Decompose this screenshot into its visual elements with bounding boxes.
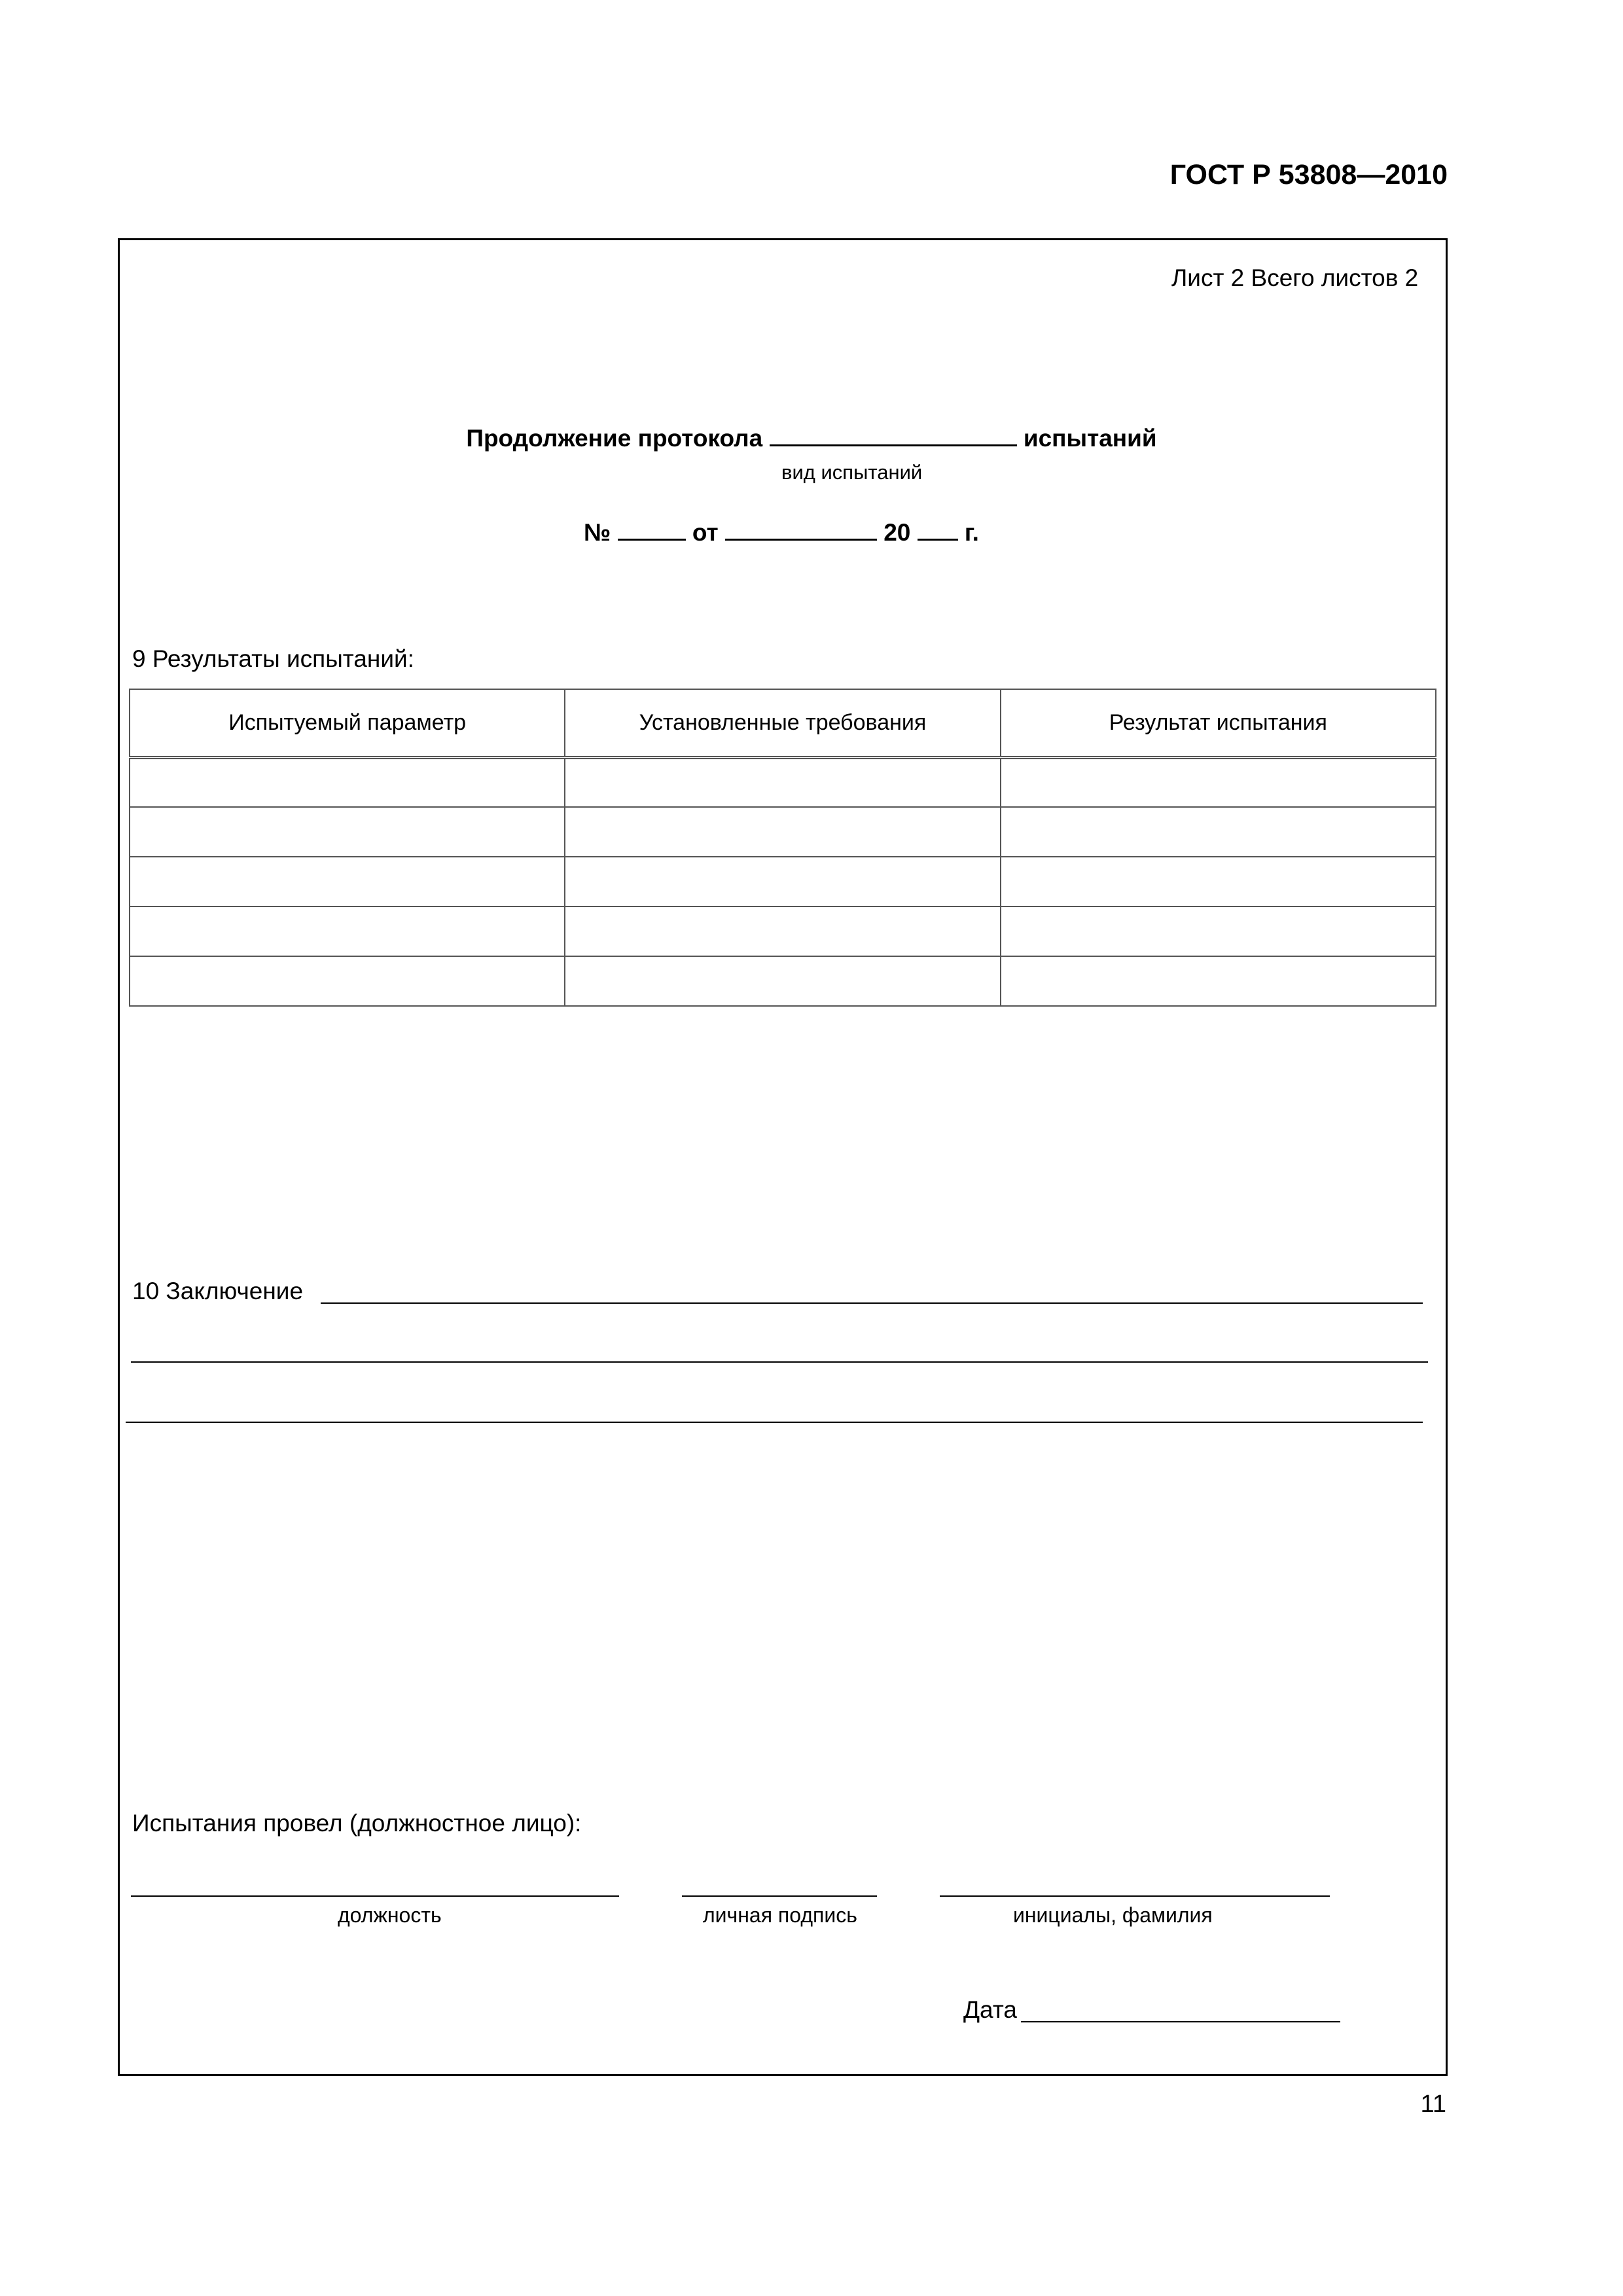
table-cell[interactable] bbox=[565, 857, 1000, 906]
date-label: Дата bbox=[963, 1996, 1017, 2023]
sheet-info: Лист 2 Всего листов 2 bbox=[1171, 264, 1419, 291]
table-cell[interactable] bbox=[1001, 857, 1436, 906]
document-code: ГОСТ Р 53808—2010 bbox=[1169, 159, 1448, 190]
table-header-row bbox=[130, 689, 1436, 757]
signature-line[interactable] bbox=[682, 1895, 877, 1897]
table-cell[interactable] bbox=[130, 906, 565, 956]
results-table bbox=[129, 689, 1436, 1007]
conclusion-label: 10 Заключение bbox=[132, 1278, 304, 1304]
form-title bbox=[0, 424, 1623, 450]
conclusion-line-2[interactable] bbox=[131, 1361, 1428, 1363]
number-sign: № bbox=[584, 519, 611, 546]
results-heading: 9 Результаты испытаний: bbox=[132, 645, 414, 672]
protocol-date-blank[interactable] bbox=[725, 520, 877, 541]
table-row bbox=[130, 857, 1436, 906]
from-word: от bbox=[692, 519, 719, 546]
year-prefix: 20 bbox=[883, 519, 911, 546]
table-cell[interactable] bbox=[130, 857, 565, 906]
column-header: Результат испытания bbox=[1001, 689, 1436, 757]
column-header: Испытуемый параметр bbox=[130, 689, 565, 757]
name-caption: инициалы, фамилия bbox=[1013, 1903, 1213, 1927]
table-cell[interactable] bbox=[1001, 807, 1436, 857]
table-cell[interactable] bbox=[130, 956, 565, 1006]
protocol-number-blank[interactable] bbox=[618, 520, 686, 541]
position-caption: должность bbox=[338, 1903, 442, 1927]
title-suffix: испытаний bbox=[1023, 425, 1157, 452]
table-row bbox=[130, 956, 1436, 1006]
conclusion-line-1[interactable] bbox=[321, 1302, 1423, 1304]
table-cell[interactable] bbox=[565, 757, 1000, 807]
column-header: Установленные требования bbox=[565, 689, 1000, 757]
table-cell[interactable] bbox=[565, 906, 1000, 956]
table-row bbox=[130, 807, 1436, 857]
page-number: 11 bbox=[1420, 2090, 1446, 2118]
protocol-number-line bbox=[584, 520, 979, 545]
table-cell[interactable] bbox=[1001, 757, 1436, 807]
table-cell[interactable] bbox=[565, 807, 1000, 857]
table-row bbox=[130, 757, 1436, 807]
protocol-year-blank[interactable] bbox=[918, 520, 958, 541]
name-line[interactable] bbox=[940, 1895, 1330, 1897]
date-line[interactable] bbox=[1021, 2021, 1340, 2022]
test-type-caption: вид испытаний bbox=[781, 461, 923, 484]
form-frame bbox=[118, 238, 1448, 2076]
table-cell[interactable] bbox=[1001, 956, 1436, 1006]
table-cell[interactable] bbox=[130, 757, 565, 807]
test-type-blank[interactable] bbox=[770, 424, 1017, 446]
table-cell[interactable] bbox=[1001, 906, 1436, 956]
table-cell[interactable] bbox=[565, 956, 1000, 1006]
signature-caption: личная подпись bbox=[703, 1903, 857, 1927]
conclusion-line-3[interactable] bbox=[126, 1422, 1423, 1423]
title-prefix: Продолжение протокола bbox=[466, 425, 763, 452]
year-suffix: г. bbox=[964, 519, 979, 546]
tested-by-label: Испытания провел (должностное лицо): bbox=[132, 1810, 582, 1837]
table-row bbox=[130, 906, 1436, 956]
position-line[interactable] bbox=[131, 1895, 619, 1897]
table-cell[interactable] bbox=[130, 807, 565, 857]
